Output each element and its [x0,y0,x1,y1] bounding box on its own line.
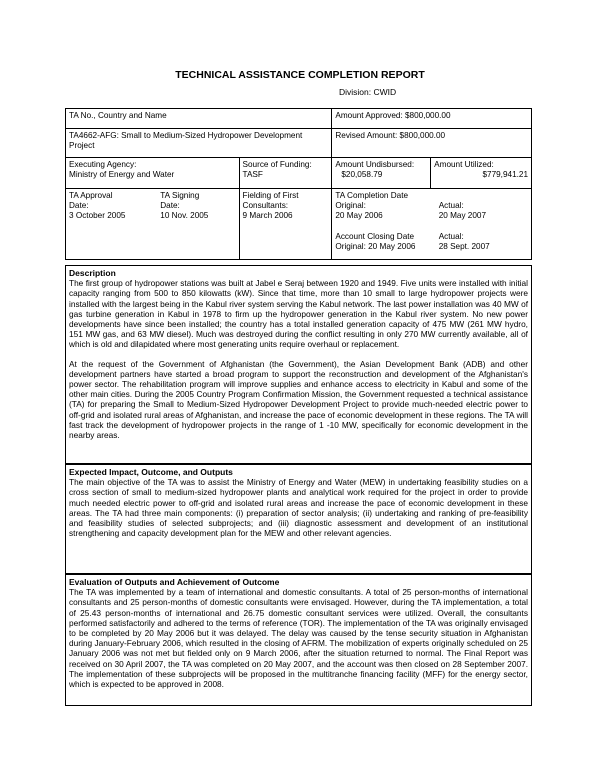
fielding-label: Fielding of First [242,191,299,200]
fielding-date: 9 March 2006 [242,211,293,220]
approval-label-date: Date: [69,201,89,210]
closing-label: Account Closing Date [335,232,415,241]
closing-actual-date: 28 Sept. 2007 [438,242,490,251]
ta-name-cell [66,129,332,158]
division-label: Division: CWID [339,87,397,97]
impact-heading: Expected Impact, Outcome, and Outputs [69,467,233,477]
signing-date-cell [157,189,239,260]
signing-date: 10 Nov. 2005 [160,211,209,220]
fielding-label-consultants: Consultants: [242,201,289,210]
description-paragraph-2: At the request of the Government of Afghanistan (the Government), the Asian Development Bank (ADB) and other development partners have started a broad program to support the reconstruction and development of the Afghanistan's power sector. The rehabilitation program will improve supplies and enhance access to electricity in Kabul and some of the other main cities. During the 2005 Country Program Confirmation Mission, the Government requested a technical assistance (TA) for preparing the Small to Medium-Sized Hydropower Development Project to provide much-needed electric power to off-grid and isolated rural areas of Afghanistan, and increase the pace of economic development in these regions. The TA will fast track the development of hydropower projects in the range of 1 -10 MW, specifically for economic development in the nearby areas. [69,358,528,441]
completion-row [335,201,528,221]
signing-label: TA Signing [160,191,200,200]
description-section [65,265,532,464]
impact-paragraph: The main objective of the TA was to assist the Ministry of Energy and Water (MEW) in undertaking feasibility studies on a cross section of small to medium-sized hydropower plants and analytical work required for the project in order to provide much needed electric power to off-grid and isolated rural areas and increase the pace of economic development in these areas. The TA had three main components: (i) preparation of sector analysis; (ii) undertaking and ranking of pre-feasibility and feasibility studies of selected subprojects; and (iii) diagnostic assessment and development of an institutional strengthening and capacity development plan for the MEW and other relevant agencies. [69,477,528,539]
funding-value: TASF [242,170,263,179]
executing-agency-cell [66,158,240,189]
revised-amount-cell [332,129,532,158]
utilized-cell [431,158,532,189]
amount-approved-cell [332,109,532,129]
description-heading: Description [69,268,116,278]
report-title: TECHNICAL ASSISTANCE COMPLETION REPORT [175,69,425,81]
funding-cell [239,158,332,189]
ta-info-table [65,108,532,260]
executing-agency-value: Ministry of Energy and Water [69,170,175,179]
evaluation-paragraph: The TA was implemented by a team of international and domestic consultants. A total of 25 person-months of international consultants and 25 person-months of domestic consultants were envisaged. However, during the TA implementation, a total of 25.43 person-months of international and 26.75 domestic consultant services were utilized. Overall, the consultants performed satisfactorily and adhered to the terms of reference (TOR). The implementation of the TA was originally envisaged to be completed by 20 May 2006 but it was delayed. The delay was caused by the tense security situation in Afghanistan during January-February 2006, which resulted in the closing of AFRM. The mobilization of experts originally scheduled on 25 January 2006 was not met but fielded only on 9 March 2006, after the situation returned to normal. The Final Report was received on 30 April 2007, the TA was completed on 20 May 2007, and the account was then closed on 28 September 2007. The implementation of these subprojects will be proposed in the multitranche financing facility (MFF) for the energy sector, which is expected to be approved in 2008. [69,587,528,690]
fielding-cell [239,189,332,260]
completion-label: TA Completion Date [335,191,409,200]
description-paragraph-1: The first group of hydropower stations was built at Jabel e Seraj between 1920 and 1949. Five units were installed with initial capacity ranging from 500 to 850 kilowatts (kW). Since that time, more than 10 small to large hydropower projects were installed with the largest being in the Kabul river system serving the Kabul network. The last power installation was 40 MW of gas turbine generation in Kabul in 1978 to firm up the hydropower generation in the Kabul river system. No new power developments have since been installed; the country has a total installed generation capacity of 475 MW (261 MW hydro, 151 MW gas, and 63 MW diesel). Much was destroyed during the conflict resulting in only 270 MW currently available, all of which is old and dilapidated where most generating units require overhaul or replacement. [69,278,528,350]
approval-date: 3 October 2005 [69,211,126,220]
evaluation-section [65,574,532,706]
impact-section [65,464,532,574]
ta-name: TA4662-AFG: Small to Medium-Sized Hydropower Development Project [69,131,303,150]
completion-actual-date: 20 May 2007 [438,211,487,220]
ta-label: TA No., Country and Name [69,111,167,120]
closing-row [335,232,528,252]
approval-label: TA Approval [69,191,113,200]
undisbursed-cell [332,158,431,189]
ta-label-cell [66,109,332,129]
closing-actual-label: Actual: [438,232,464,241]
completion-original-label: Original: [335,201,366,210]
executing-agency-label: Executing Agency: [69,160,137,169]
undisbursed-label: Amount Undisbursed: [335,160,415,169]
signing-label-date: Date: [160,201,180,210]
funding-label: Source of Funding: [242,160,312,169]
undisbursed-value: $20,058.79 [341,170,383,179]
evaluation-heading: Evaluation of Outputs and Achievement of Outcome [69,577,280,587]
utilized-label: Amount Utilized: [434,160,494,169]
revised-amount: Revised Amount: $800,000.00 [335,131,446,140]
approval-date-cell [66,189,158,260]
completion-original-date: 20 May 2006 [335,211,383,220]
amount-approved: Amount Approved: $800,000.00 [335,111,451,120]
closing-original-date: Original: 20 May 2006 [335,242,416,251]
completion-actual-label: Actual: [438,201,464,210]
utilized-value: $779,941.21 [482,170,528,179]
completion-cell [332,189,532,260]
